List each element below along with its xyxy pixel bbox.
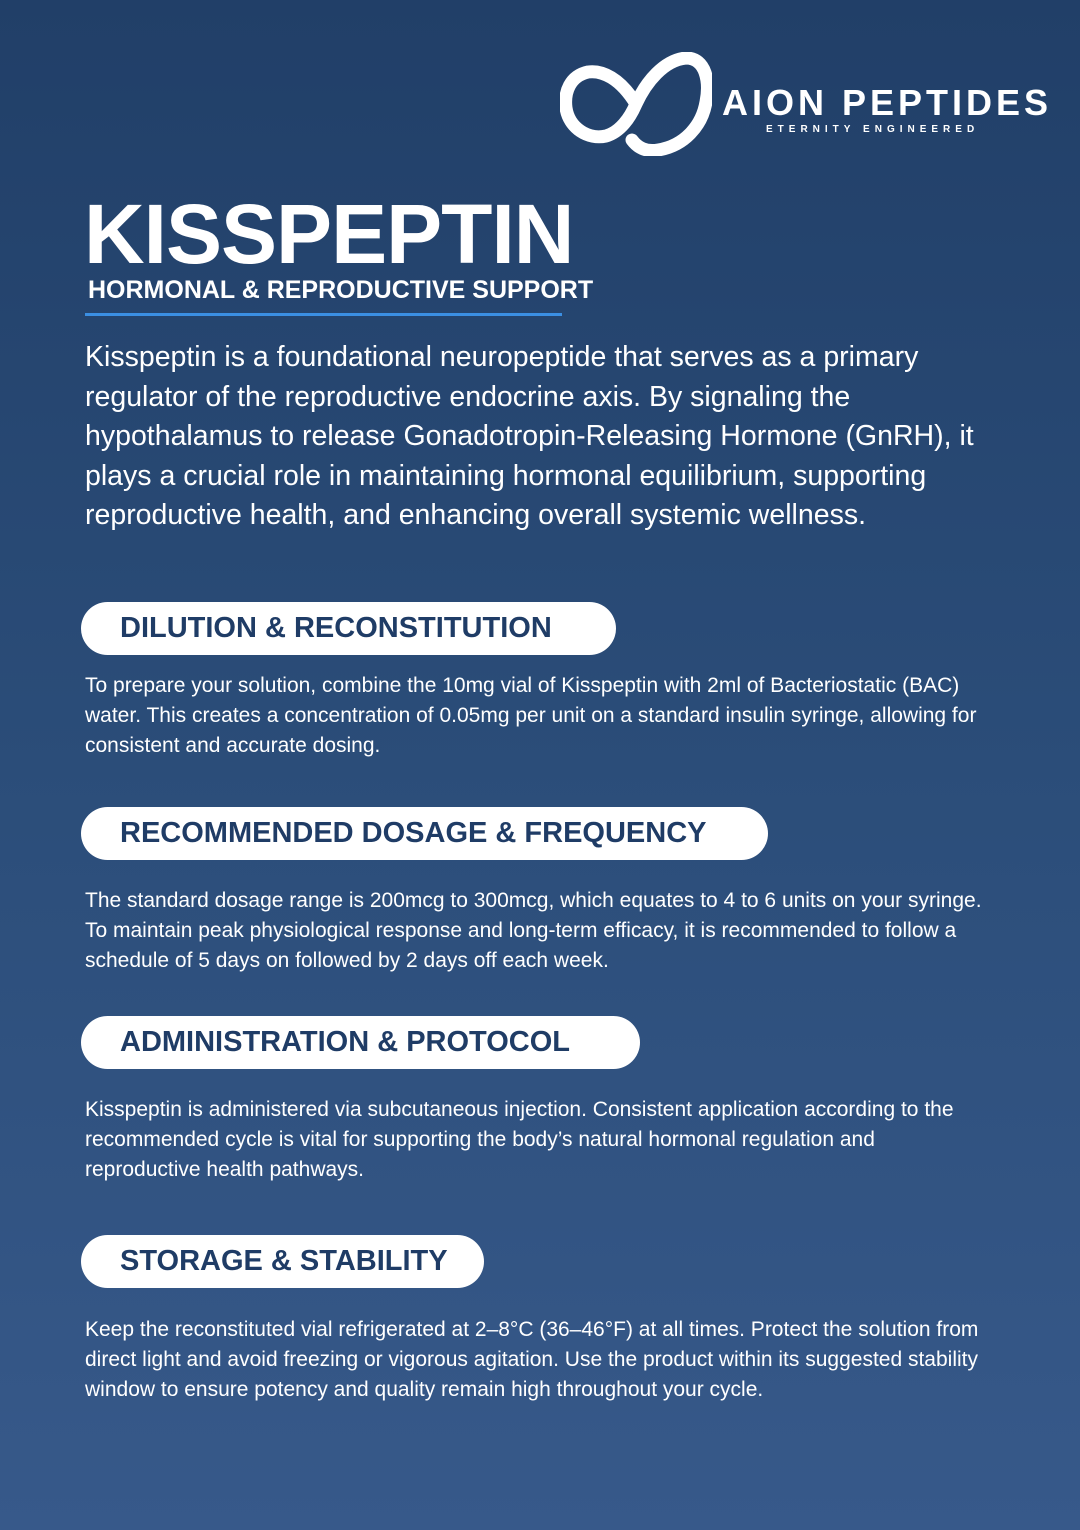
brand-name: AION PEPTIDES [722,82,1053,123]
brand-header [560,52,1053,156]
section-heading-storage: STORAGE & STABILITY [81,1235,484,1288]
title-divider [85,313,562,316]
page-subtitle: HORMONAL & REPRODUCTIVE SUPPORT [88,276,594,304]
section-heading-dilution: DILUTION & RECONSTITUTION [81,602,616,655]
brand-tagline: ETERNITY ENGINEERED [766,124,980,135]
page-title: KISSPEPTIN [84,187,574,281]
section-heading-administration: ADMINISTRATION & PROTOCOL [81,1016,640,1069]
section-heading-dosage: RECOMMENDED DOSAGE & FREQUENCY [81,807,768,860]
section-body-administration: Kisspeptin is administered via subcutaneous injection. Consistent application according to the recommended cycle is vital for supporting the body’s natural hormonal regulation and reproductive health pathways. [85,1098,954,1181]
section-body-dilution: To prepare your solution, combine the 10mg vial of Kisspeptin with 2ml of Bacteriostatic (BAC) water. This creates a concentration of 0.05mg per unit on a standard insulin syringe, allowing for consistent and accurate dosing. [85,674,977,757]
intro-paragraph: Kisspeptin is a foundational neuropeptide that serves as a primary regulator of the reproductive endocrine axis. By signaling the hypothalamus to release Gonadotropin-Releasing Hormone (GnRH), it plays a crucial role in maintaining hormonal equilibrium, supporting reproductive health, and enhancing overall systemic wellness. [85,341,974,532]
section-body-storage: Keep the reconstituted vial refrigerated at 2–8°C (36–46°F) at all times. Protect the solution from direct light and avoid freezing or vigorous agitation. Use the product within its suggested stability window to ensure potency and quality remain high throughout your cycle. [85,1318,979,1401]
infinity-icon [560,52,712,156]
section-body-dosage: The standard dosage range is 200mcg to 300mcg, which equates to 4 to 6 units on your syringe. To maintain peak physiological response and long-term efficacy, it is recommended to follow a schedule of 5 days on followed by 2 days off each week. [85,889,982,972]
